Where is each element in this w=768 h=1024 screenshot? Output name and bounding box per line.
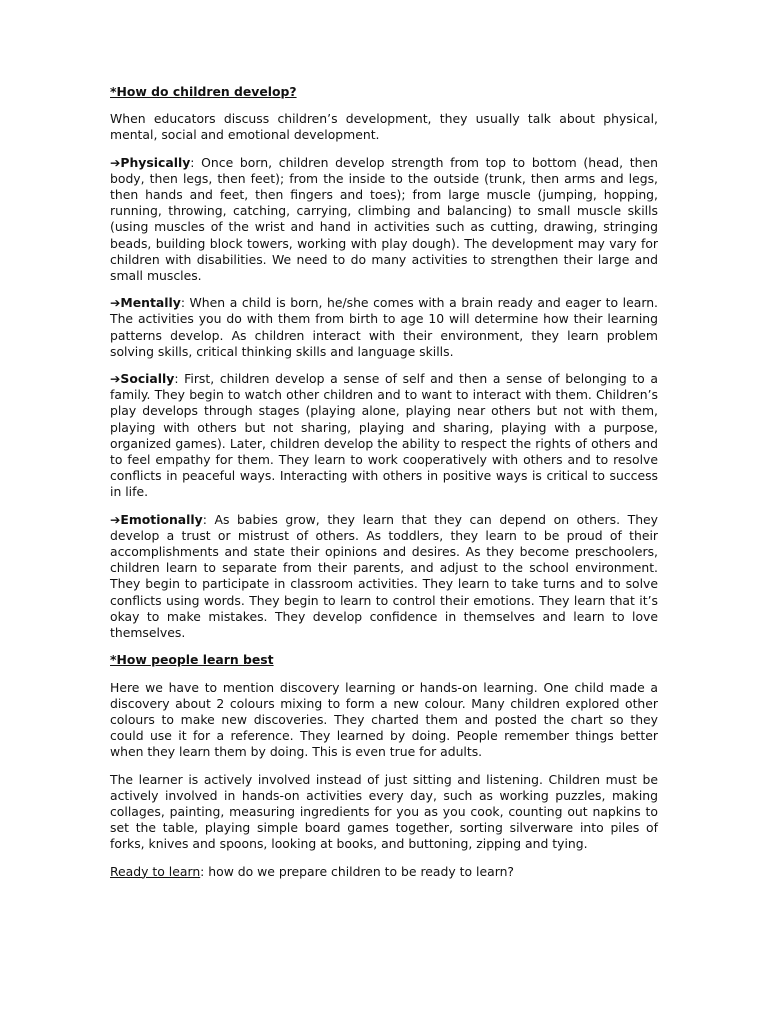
socially-text: : First, children develop a sense of self and then a sense of belonging to a family. They begin to watch other children and to want to interact with them. Children’s play develops through stages (playing alone, playing near others but not with them, playing with others but not sharing, playing and sharing, playing with a purpose, organized games). Later, children develop the ability to respect the rights of others and to feel empathy for them. They learn to work cooperatively with others and to resolve conflicts in peaceful ways. Interacting with others in positive ways is critical to success in life. (110, 371, 658, 500)
document-page (110, 84, 658, 891)
mentally-term: Mentally (120, 295, 181, 311)
arrow-icon: ➔ (110, 154, 121, 170)
heading-how-children-develop: *How do children develop? (110, 84, 297, 99)
physically-paragraph (110, 155, 658, 285)
intro-paragraph: When educators discuss children’s development, they usually talk about physical, mental, social and emotional development. (110, 111, 658, 143)
physically-term: Physically (120, 154, 191, 170)
arrow-icon: ➔ (110, 511, 121, 527)
mentally-paragraph (110, 295, 658, 360)
arrow-icon: ➔ (110, 371, 121, 387)
emotionally-text: : As babies grow, they learn that they can depend on others. They develop a trust or mistrust of others. As toddlers, they learn to be proud of their accomplishments and state their opinions and desires. As they become preschoolers, children learn to separate from their parents, and adjust to the school environment. They begin to participate in classroom activities. They learn to take turns and to solve conflicts using words. They begin to learn to control their emotions. They learn that it’s okay to make mistakes. They develop confidence in themselves and learn to love themselves. (110, 511, 658, 641)
socially-paragraph (110, 371, 658, 501)
ready-to-learn-paragraph (110, 864, 658, 880)
emotionally-paragraph (110, 512, 658, 642)
arrow-icon: ➔ (110, 295, 121, 311)
heading-how-people-learn: *How people learn best (110, 652, 274, 668)
ready-to-learn-term: Ready to learn (110, 863, 201, 879)
discovery-learning-paragraph: Here we have to mention discovery learning or hands-on learning. One child made a discovery about 2 colours mixing to form a new colour. Many children explored other colours to make new discoveries. They charted them and posted the chart so they could use it for a reference. They learned by doing. People remember things better when they learn them by doing. This is even true for adults. (110, 679, 658, 760)
hands-on-paragraph: The learner is actively involved instead of just sitting and listening. Children must be actively involved in hands-on activities every day, such as working puzzles, making collages, painting, measuring ingredients for you as you cook, counting out napkins to set the table, playing simple board games together, sorting silverware into piles of forks, knives and spoons, looking at books, and buttoning, zipping and tying. (110, 771, 658, 852)
socially-term: Socially (120, 371, 175, 387)
emotionally-term: Emotionally (120, 511, 203, 527)
ready-to-learn-text: : how do we prepare children to be ready to learn? (200, 863, 514, 879)
physically-text: : Once born, children develop strength from top to bottom (head, then body, then legs, then feet); from the inside to the outside (trunk, then arms and legs, then hands and feet, then fingers and toes); from large muscle (jumping, hopping, running, throwing, catching, carrying, climbing and balancing) to small muscle skills (using muscles of the wrist and hand in activities such as cutting, drawing, stringing beads, building block towers, working with play dough). The development may vary for children with disabilities. We need to do many activities to strengthen their large and small muscles. (110, 154, 658, 284)
mentally-text: : When a child is born, he/she comes with a brain ready and eager to learn. The activities you do with them from birth to age 10 will determine how their learning patterns develop. As children interact with their environment, they learn problem solving skills, critical thinking skills and language skills. (110, 295, 658, 359)
